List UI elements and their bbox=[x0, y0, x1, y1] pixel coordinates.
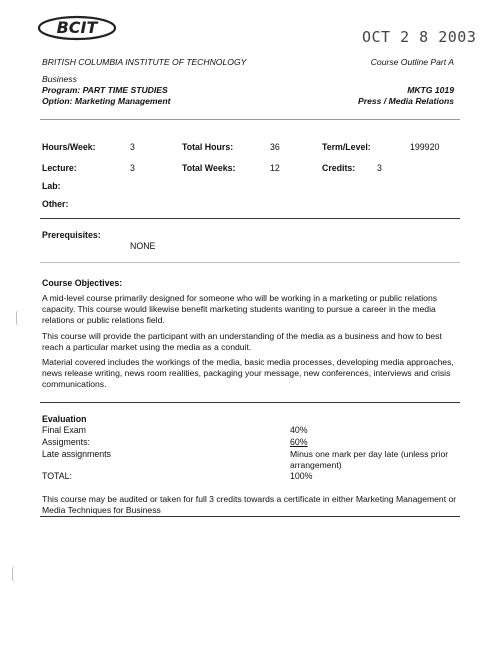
outline-part: Course Outline Part A bbox=[370, 57, 454, 67]
prerequisites-value: NONE bbox=[130, 241, 156, 251]
bcit-logo bbox=[36, 14, 118, 42]
objectives-paragraph-2: This course will provide the participant with an understanding of the media as a business and how to best reach a particular market using the media as a conduit. bbox=[42, 331, 442, 352]
program-line: Program: PART TIME STUDIES bbox=[42, 85, 168, 95]
evaluation-heading: Evaluation bbox=[42, 414, 87, 424]
eval-item-assignments: Assigments: bbox=[42, 437, 90, 447]
eval-value-final-exam: 40% bbox=[290, 425, 308, 435]
objectives-paragraph-3: Material covered includes the workings of the media, basic media processes, developing media approaches, news release writing, news room realities, packaging your message, new conferences, interviews and crisis communications. bbox=[42, 357, 454, 389]
eval-item-final-exam: Final Exam bbox=[42, 425, 86, 435]
header-divider bbox=[40, 119, 460, 120]
eval-value-late-assignments: Minus one mark per day late (unless prior arrangement) bbox=[290, 449, 449, 470]
objectives-divider bbox=[40, 402, 460, 403]
prerequisites-label: Prerequisites: bbox=[42, 230, 101, 240]
footer-note: This course may be audited or taken for full 3 credits towards a certificate in either Marketing Management or Media Techniques for Business bbox=[42, 494, 457, 515]
logo-text: BCIT bbox=[56, 18, 98, 37]
credits-value: 3 bbox=[377, 163, 382, 173]
eval-total-value: 100% bbox=[290, 471, 313, 481]
course-code: MKTG 1019 bbox=[407, 85, 454, 95]
hours-divider bbox=[40, 218, 460, 219]
received-date-stamp: OCT 2 8 2003 bbox=[362, 28, 477, 46]
lab-label: Lab: bbox=[42, 181, 61, 191]
footer-divider bbox=[40, 516, 460, 517]
eval-value-assignments: 60% bbox=[290, 437, 308, 447]
lecture-label: Lecture: bbox=[42, 163, 77, 173]
total-hours-value: 36 bbox=[270, 142, 280, 152]
school-name: Business bbox=[42, 74, 77, 84]
course-title: Press / Media Relations bbox=[358, 96, 454, 106]
scan-margin-mark bbox=[16, 310, 23, 326]
total-weeks-value: 12 bbox=[270, 163, 280, 173]
eval-item-late-assignments: Late assignments bbox=[42, 449, 111, 459]
objectives-heading: Course Objectives: bbox=[42, 278, 123, 288]
term-level-label: Term/Level: bbox=[322, 142, 371, 152]
institute-name: BRITISH COLUMBIA INSTITUTE OF TECHNOLOGY bbox=[42, 57, 247, 67]
credits-label: Credits: bbox=[322, 163, 356, 173]
objectives-paragraph-1: A mid-level course primarily designed for someone who will be working in a marketing or public relations capacity. This course would likewise benefit marketing students wanting to pursue a career in the media relations or public relations field. bbox=[42, 293, 438, 325]
total-weeks-label: Total Weeks: bbox=[182, 163, 236, 173]
eval-total-label: TOTAL: bbox=[42, 471, 72, 481]
lecture-value: 3 bbox=[130, 163, 135, 173]
hours-week-label: Hours/Week: bbox=[42, 142, 96, 152]
term-level-value: 199920 bbox=[410, 142, 440, 152]
scan-margin-mark bbox=[12, 566, 19, 582]
option-line: Option: Marketing Management bbox=[42, 96, 171, 106]
total-hours-label: Total Hours: bbox=[182, 142, 234, 152]
hours-week-value: 3 bbox=[130, 142, 135, 152]
other-label: Other: bbox=[42, 199, 69, 209]
prereq-divider bbox=[40, 262, 460, 263]
